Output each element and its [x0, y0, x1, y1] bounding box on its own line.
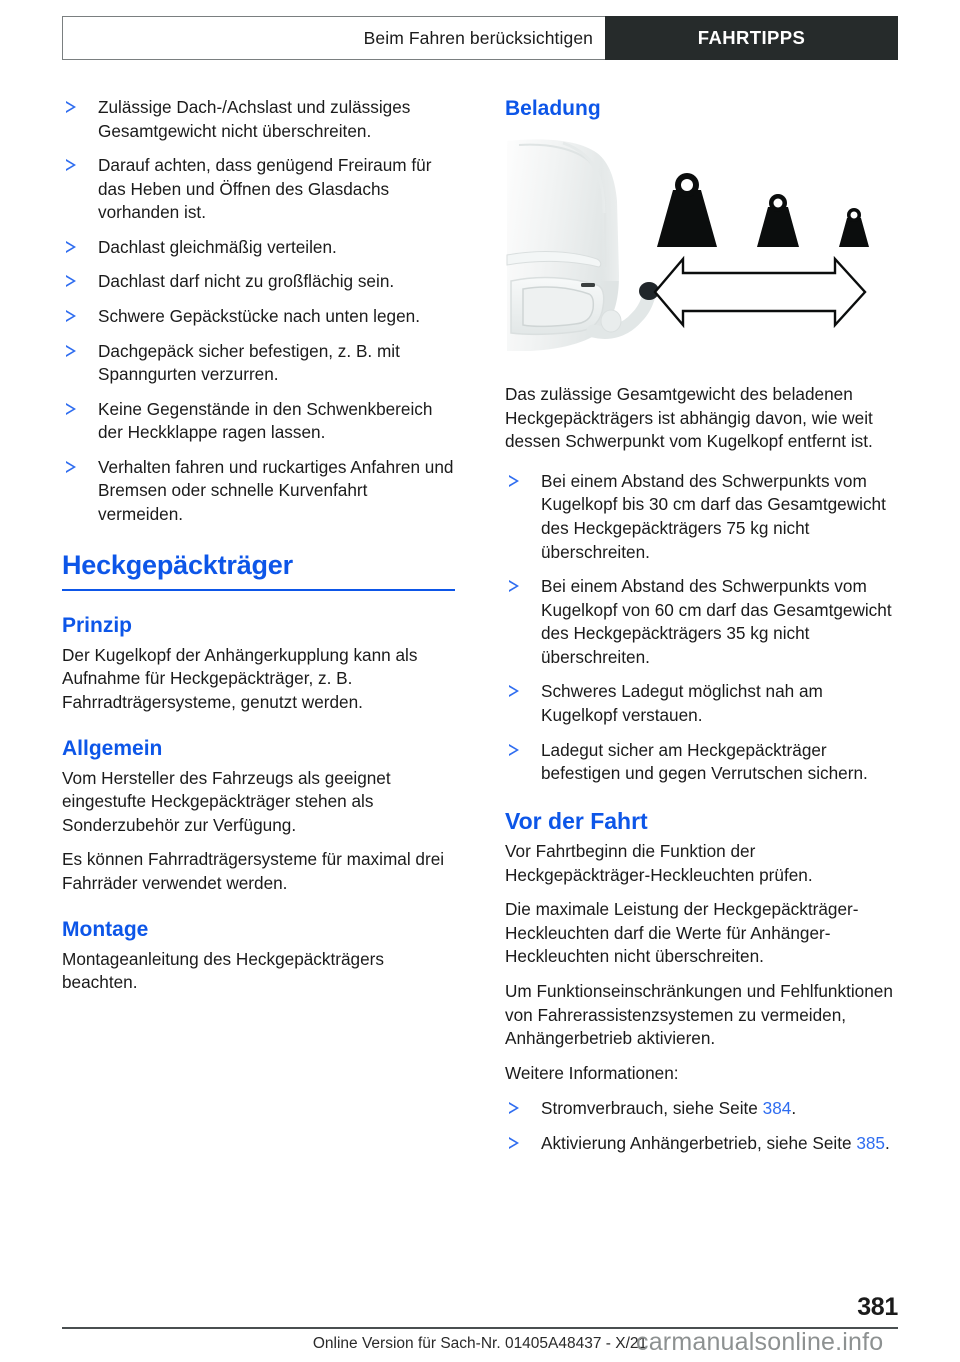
paragraph-beladung-intro: Das zulässige Gesamtgewicht des beladenen Heckgepäckträgers ist abhängig davon, wie weit dessen Schwerpunkt vom Kugelkopf entfernt ist.: [505, 384, 873, 452]
triangle-bullet-icon: [66, 461, 76, 473]
paragraph-vdf-3: Um Funktionseinschränkungen und Fehlfunktionen von Fahrerassistenzsystemen zu vermeiden, Anhängerbetrieb aktivieren.: [505, 981, 893, 1049]
heading-montage: Montage: [62, 918, 149, 942]
section-tab: [605, 16, 898, 60]
heading-allgemein: Allgemein: [62, 737, 163, 761]
page-title: Heckgepäckträger: [62, 550, 455, 591]
list-item-text: Bei einem Abstand des Schwerpunkts vom Kugelkopf von 60 cm darf das Gesamtgewicht des Heckgepäckträgers 35 kg nicht überschreiten.: [541, 576, 892, 667]
vehicle-rear-graphic: [507, 135, 659, 351]
triangle-bullet-icon: [509, 685, 519, 697]
page-header: [62, 16, 898, 60]
cross-ref-text: Aktivierung Anhängerbetrieb, siehe Seite: [541, 1132, 857, 1153]
list-item-text: Darauf achten, dass genügend Freiraum für das Heben und Öffnen des Glasdachs vorhanden ist.: [98, 155, 432, 223]
loading-illustration-svg: [505, 135, 898, 367]
list-item-text: Schweres Ladegut möglichst nah am Kugelkopf verstauen.: [541, 681, 823, 725]
paragraph-vdf-4: Weitere Informationen:: [505, 1062, 679, 1083]
list-item-text: Bei einem Abstand des Schwerpunkts vom Kugelkopf bis 30 cm darf das Gesamtgewicht des Heckgepäckträgers 75 kg nicht überschreiten.: [541, 470, 886, 562]
list-item-text: Schwere Gepäckstücke nach unten legen.: [98, 305, 420, 326]
list-item: [62, 96, 455, 143]
paragraph-allgemein-2: Es können Fahrradträgersysteme für maximal drei Fahrräder verwendet werden.: [62, 849, 445, 893]
intro-bullet-list: [62, 96, 455, 526]
triangle-bullet-icon: [509, 1102, 519, 1114]
triangle-bullet-icon: [66, 101, 76, 113]
list-item: [62, 398, 455, 445]
triangle-bullet-icon: [509, 475, 519, 487]
heading-prinzip: Prinzip: [62, 614, 133, 638]
list-item: [62, 305, 455, 329]
page-link-384[interactable]: 384: [762, 1098, 792, 1119]
beladung-bullet-list: [505, 470, 898, 786]
list-item-text: Keine Gegenstände in den Schwenkbereich der Heckklappe ragen lassen.: [98, 398, 433, 443]
triangle-bullet-icon: [66, 345, 76, 357]
cross-reference-list: [505, 1097, 898, 1155]
page-columns: [62, 96, 898, 1155]
right-column: [505, 96, 898, 1155]
triangle-bullet-icon: [66, 310, 76, 322]
page-link-385[interactable]: 385: [856, 1132, 885, 1153]
paragraph-prinzip: Der Kugelkopf der Anhängerkupplung kann als Aufnahme für Heckgepäckträger, z. B. Fahrradträgersysteme, genutzt werden.: [62, 644, 418, 712]
cross-ref-suffix: .: [885, 1132, 890, 1153]
triangle-bullet-icon: [509, 580, 519, 592]
breadcrumb-label: Beim Fahren berücksichtigen: [363, 27, 593, 48]
list-item: [505, 1132, 898, 1156]
breadcrumb: [62, 16, 605, 60]
paragraph-allgemein-1: Vom Hersteller des Fahrzeugs als geeignet eingestufte Heckgepäckträger stehen als Sonderzubehör zur Verfügung.: [62, 767, 391, 835]
list-item: [62, 154, 455, 225]
list-item: [505, 470, 898, 564]
paragraph-vdf-1: Vor Fahrtbeginn die Funktion der Heckgepäckträger-Heckleuchten prüfen.: [505, 841, 813, 885]
heading-beladung: Beladung: [505, 97, 601, 120]
list-item: [62, 236, 455, 260]
triangle-bullet-icon: [66, 241, 76, 253]
triangle-bullet-icon: [509, 1137, 519, 1149]
paragraph-vdf-2: Die maximale Leistung der Heckgepäckträger-Heckleuchten darf die Werte für Anhänger-Heckleuchten nicht überschreiten.: [505, 899, 859, 967]
page-number: 381: [857, 1293, 898, 1321]
triangle-bullet-icon: [509, 744, 519, 756]
list-item-text: Zulässige Dach-/Achslast und zulässiges Gesamtgewicht nicht überschreiten.: [98, 97, 411, 141]
list-item: [62, 456, 455, 527]
triangle-bullet-icon: [66, 403, 76, 415]
list-item: [505, 680, 898, 727]
paragraph-montage: Montageanleitung des Heckgepäckträgers beachten.: [62, 948, 384, 993]
list-item: [505, 1097, 898, 1121]
footer-online-version: Online Version für Sach-Nr. 01405A48437 - X/21: [312, 1335, 648, 1352]
triangle-bullet-icon: [66, 159, 76, 171]
cross-ref-text: Stromverbrauch, siehe Seite: [541, 1098, 763, 1119]
list-item: [62, 340, 455, 387]
list-item-text: Dachlast gleichmäßig verteilen.: [98, 236, 337, 257]
list-item: [505, 739, 898, 786]
list-item: [62, 270, 455, 294]
list-item-text: Dachlast darf nicht zu großflächig sein.: [98, 271, 395, 292]
loading-illustration: [505, 135, 898, 367]
list-item: [505, 575, 898, 669]
list-item-text: Ladegut sicher am Heckgepäckträger befestigen und gegen Verrutschen sichern.: [541, 739, 868, 784]
watermark: carmanualsonline.info: [636, 1328, 884, 1356]
list-item-text: Verhalten fahren und ruckartiges Anfahren und Bremsen oder schnelle Kurvenfahrt vermeiden.: [98, 456, 454, 524]
list-item-text: Dachgepäck sicher befestigen, z. B. mit Spanngurten verzurren.: [98, 340, 400, 385]
cross-ref-suffix: .: [791, 1098, 797, 1119]
heading-vor-der-fahrt: Vor der Fahrt: [505, 807, 648, 834]
section-tab-label: FAHRTIPPS: [697, 27, 806, 48]
left-column: [62, 96, 455, 1155]
triangle-bullet-icon: [66, 275, 76, 287]
